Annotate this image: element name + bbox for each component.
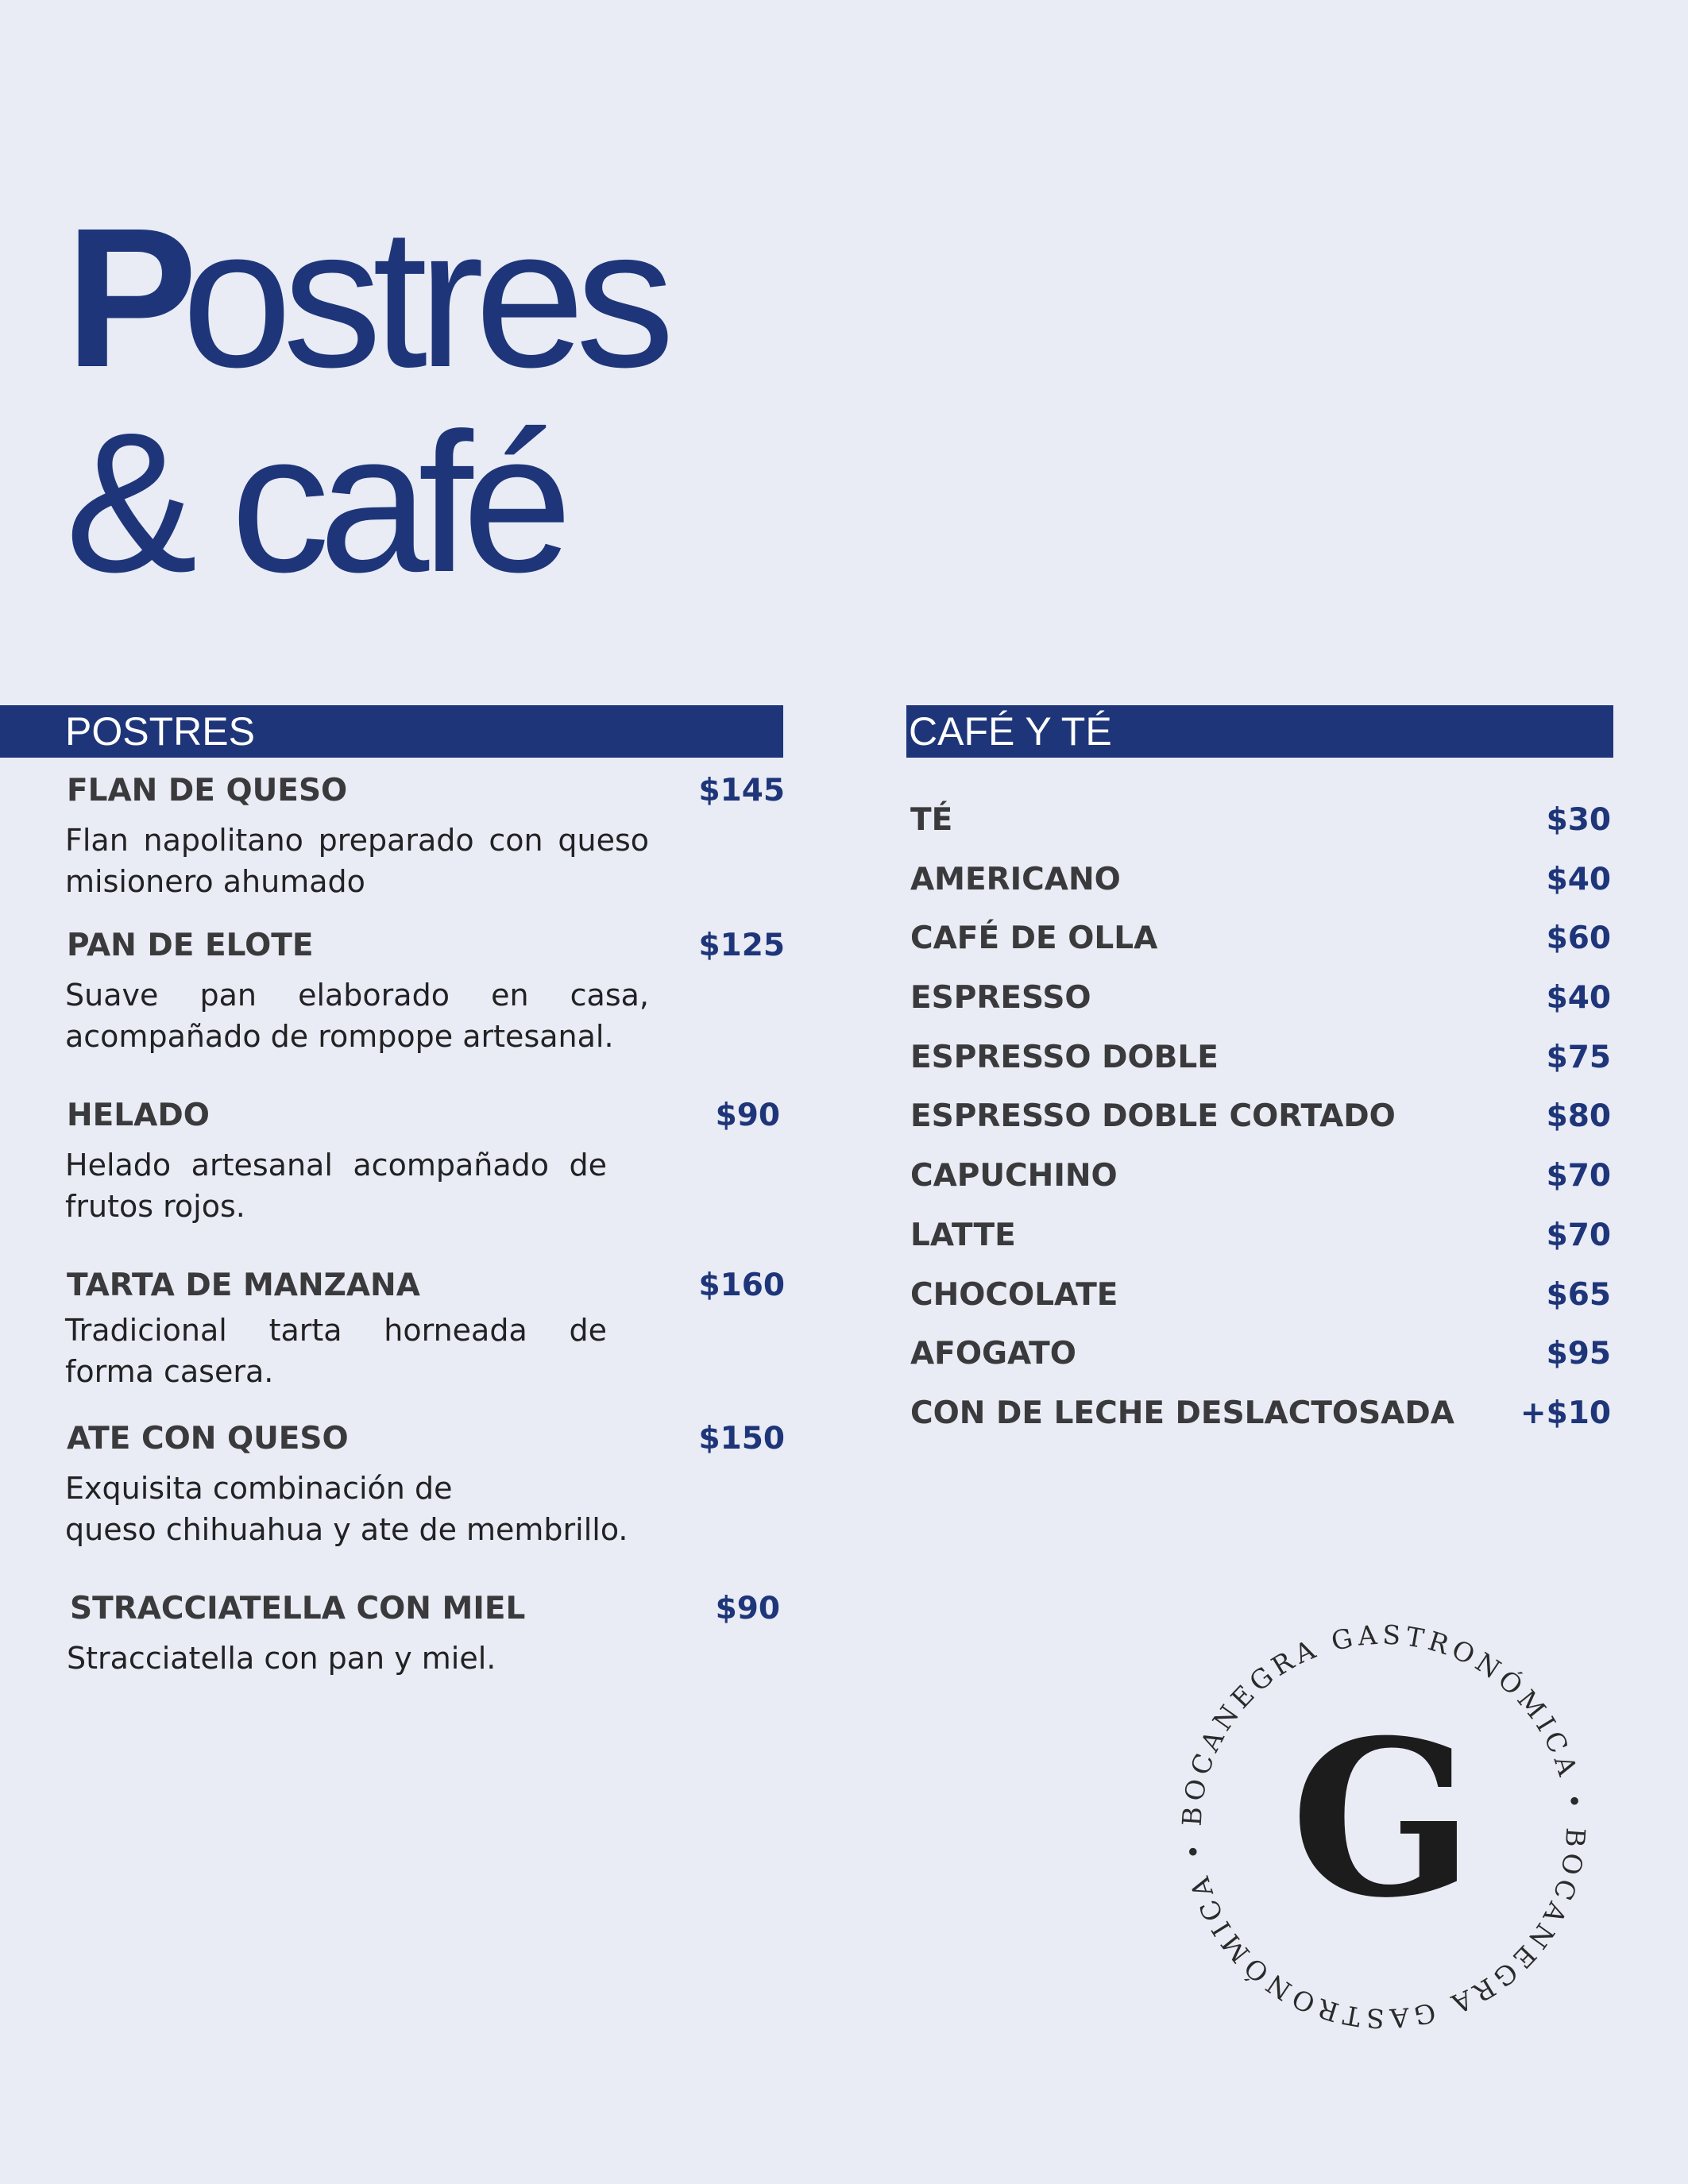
dessert-name: STRACCIATELLA CON MIEL xyxy=(70,1591,526,1626)
dessert-item-stracciatella-con-miel xyxy=(65,1587,785,1679)
title-line-1 xyxy=(65,187,666,408)
postres-section-header xyxy=(0,705,783,758)
dessert-price: $150 xyxy=(698,1421,785,1457)
drink-price: $65 xyxy=(1546,1276,1611,1313)
dessert-item-tarta-de-manzana xyxy=(65,1264,785,1392)
logo-svg xyxy=(1169,1612,1598,2041)
dessert-item-header xyxy=(65,1417,785,1461)
drink-price: $75 xyxy=(1546,1039,1611,1075)
list-item xyxy=(910,798,1611,858)
list-item xyxy=(910,1273,1611,1333)
cafe-section-header xyxy=(906,705,1613,758)
dessert-item-helado xyxy=(65,1094,785,1227)
drink-price: $40 xyxy=(1546,861,1611,897)
logo-letter: G xyxy=(1290,1692,1474,1945)
drink-name: LATTE xyxy=(910,1217,1016,1253)
drink-name: TÉ xyxy=(910,802,953,838)
dessert-name: TARTA DE MANZANA xyxy=(67,1268,420,1303)
cafe-list xyxy=(910,798,1611,1451)
dessert-item-flan-de-queso xyxy=(65,769,785,902)
drink-price: $60 xyxy=(1546,920,1611,957)
dessert-item-header xyxy=(65,924,785,968)
dessert-description xyxy=(65,1468,701,1550)
drink-name: AMERICANO xyxy=(910,861,1121,897)
dessert-description: Suave pan elaborado en casa, acompañado de rompope artesanal. xyxy=(65,978,649,1054)
title-initial: P xyxy=(65,187,182,408)
list-item xyxy=(910,1036,1611,1095)
drink-name: CON DE LECHE DESLACTOSADA xyxy=(910,1395,1454,1431)
dessert-description: Flan napolitano preparado con queso misionero ahumado xyxy=(65,823,649,899)
dessert-price: $90 xyxy=(715,1098,780,1133)
title-line-2: & café xyxy=(65,392,562,613)
drink-name: CHOCOLATE xyxy=(910,1276,1118,1313)
dessert-name: PAN DE ELOTE xyxy=(67,928,314,963)
drink-price: $70 xyxy=(1546,1158,1611,1194)
dessert-price: $145 xyxy=(698,773,785,808)
page-title xyxy=(65,187,666,613)
dessert-item-header xyxy=(65,769,785,813)
bocanegra-logo xyxy=(1169,1612,1598,2041)
dessert-description-line-2: queso chihuahua y ate de membrillo. xyxy=(65,1512,628,1547)
dessert-description-line-1: Exquisita combinación de xyxy=(65,1471,453,1506)
dessert-item-pan-de-elote xyxy=(65,924,785,1057)
dessert-item-header xyxy=(65,1264,785,1308)
drink-name: AFOGATO xyxy=(910,1336,1076,1372)
drink-name: CAPUCHINO xyxy=(910,1158,1118,1194)
drink-price: $70 xyxy=(1546,1217,1611,1253)
drink-name: ESPRESSO DOBLE CORTADO xyxy=(910,1098,1396,1135)
dessert-name: ATE CON QUESO xyxy=(67,1421,349,1457)
drink-name: CAFÉ DE OLLA xyxy=(910,920,1158,957)
dessert-name: FLAN DE QUESO xyxy=(67,773,348,808)
drink-price: $80 xyxy=(1546,1098,1611,1135)
list-item xyxy=(910,1214,1611,1273)
dessert-price: $125 xyxy=(698,928,785,963)
list-item xyxy=(910,1332,1611,1391)
dessert-price: $160 xyxy=(698,1268,785,1303)
drink-price: $30 xyxy=(1546,802,1611,838)
dessert-name: HELADO xyxy=(67,1098,210,1133)
dessert-description: Tradicional tarta horneada de forma casera. xyxy=(65,1313,607,1389)
list-item xyxy=(910,1094,1611,1154)
list-item xyxy=(910,1391,1611,1451)
title-line-1-rest: ostres xyxy=(181,187,666,408)
list-item xyxy=(910,976,1611,1036)
dessert-price: $90 xyxy=(715,1591,780,1626)
list-item xyxy=(910,858,1611,917)
logo-ring-textpath: BOCANEGRA GASTRONÓMICA • BOCANEGRA GASTRONÓMICA • xyxy=(1176,1619,1592,2035)
list-item xyxy=(910,1154,1611,1214)
dessert-item-header xyxy=(65,1587,785,1631)
drink-name: ESPRESSO DOBLE xyxy=(910,1039,1219,1075)
dessert-item-ate-con-queso xyxy=(65,1417,785,1550)
drink-price: $95 xyxy=(1546,1336,1611,1372)
dessert-description: Stracciatella con pan y miel. xyxy=(67,1641,496,1676)
cafe-header-label: CAFÉ Y TÉ xyxy=(909,709,1112,754)
drink-name: ESPRESSO xyxy=(910,980,1091,1017)
postres-header-label: POSTRES xyxy=(65,709,255,754)
dessert-item-header xyxy=(65,1094,785,1138)
drink-price: $40 xyxy=(1546,980,1611,1017)
dessert-description: Helado artesanal acompañado de frutos rojos. xyxy=(65,1148,607,1224)
list-item xyxy=(910,916,1611,976)
drink-price: +$10 xyxy=(1520,1395,1611,1431)
